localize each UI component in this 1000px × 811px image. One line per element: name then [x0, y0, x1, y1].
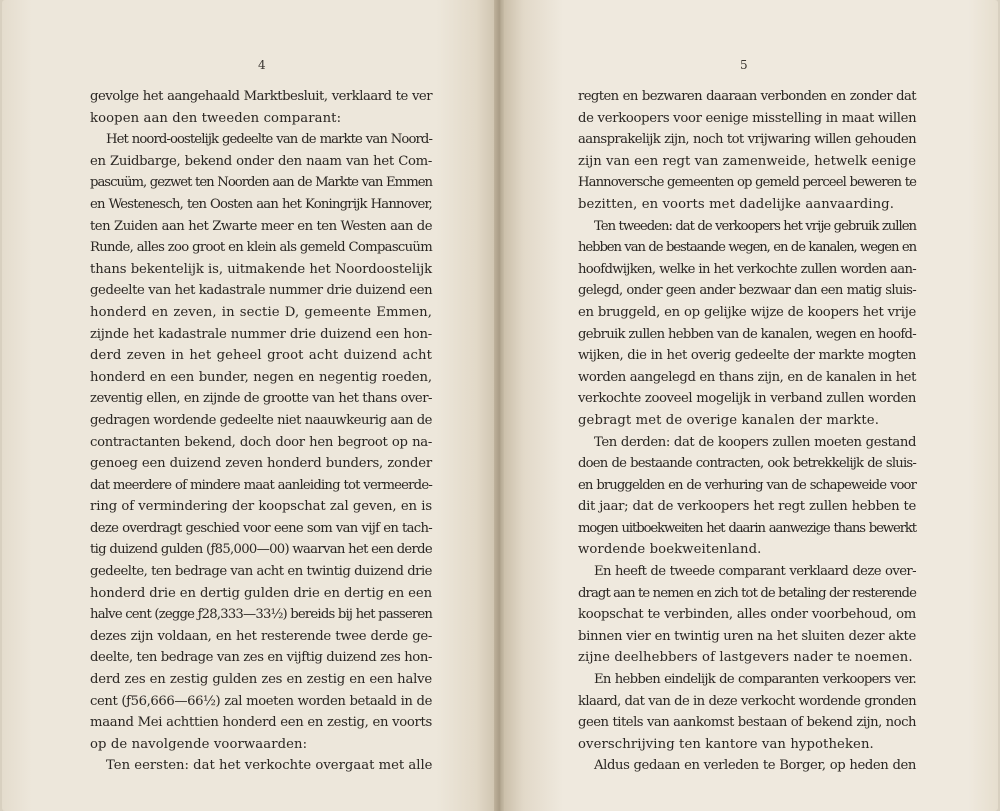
- text-line: en Zuidbarge, bekend onder den naam van het Com-: [90, 153, 432, 169]
- text-line: worden aangelegd en thans zijn, en de kanalen in het: [578, 369, 916, 385]
- text-line: en bruggeld, en op gelijke wijze de koopers het vrije: [578, 304, 916, 320]
- text-line: gebragt met de overige kanalen der markte.: [578, 412, 879, 428]
- text-line: hebben van de bestaande wegen, en de kanalen, wegen en: [578, 240, 916, 256]
- text-line: gedeelte van het kadastrale nummer drie duizend een: [90, 283, 433, 299]
- text-line: zeventig ellen, en zijnde de grootte van het thans over-: [90, 391, 432, 407]
- text-line: deelte, ten bedrage van zes en vijftig duizend zes hon-: [90, 650, 432, 666]
- text-line: en Westenesch, ten Oosten aan het Koningrijk Hannover,: [90, 196, 432, 212]
- text-line: binnen vier en twintig uren na het sluiten dezer akte: [578, 628, 916, 644]
- text-line: dit jaar; dat de verkoopers het regt zullen hebben te: [578, 499, 916, 515]
- text-line: honderd en een bunder, negen en negentig roeden,: [90, 369, 432, 385]
- right-page: [504, 0, 998, 811]
- text-line: koopen aan den tweeden comparant:: [90, 110, 342, 126]
- text-line: En hebben eindelijk de comparanten verkoopers ver.: [594, 672, 916, 688]
- left-page: [2, 0, 496, 811]
- text-line: Ten derden: dat de koopers zullen moeten gestand: [594, 434, 916, 450]
- text-line: genoeg een duizend zeven honderd bunders, zonder: [90, 456, 432, 472]
- text-line: mogen uitboekweiten het daarin aanwezige thans bewerkt: [578, 520, 916, 536]
- text-line: En heeft de tweede comparant verklaard deze over-: [594, 564, 916, 580]
- text-line: halve cent (zegge ƒ28,333—33½) bereids bij het passeren: [90, 607, 433, 623]
- text-line: Ten tweeden: dat de verkoopers het vrije gebruik zullen: [594, 218, 916, 234]
- text-line: Het noord-oostelijk gedeelte van de markte van Noord-: [106, 132, 432, 148]
- text-line: contractanten bekend, doch door hen begroot op na-: [90, 434, 432, 450]
- text-line: gebruik zullen hebben van de kanalen, wegen en hoofd-: [578, 326, 916, 342]
- page-number-left: 4: [258, 58, 266, 72]
- text-line: bezitten, en voorts met dadelijke aanvaarding.: [578, 196, 895, 212]
- text-line: overschrijving ten kantore van hypotheken.: [578, 736, 874, 752]
- text-line: gevolge het aangehaald Marktbesluit, verklaard te ver: [90, 89, 432, 104]
- text-line: Hannoversche gemeenten op gemeld perceel beweren te: [578, 175, 916, 191]
- text-line: hoofdwijken, welke in het verkochte zullen worden aan-: [578, 261, 916, 277]
- text-line: zijnde het kadastrale nummer drie duizend een hon-: [90, 326, 432, 342]
- text-line: gedeelte, ten bedrage van acht en twintig duizend drie: [90, 564, 432, 580]
- text-line: zijne deelhebbers of lastgevers nader te noemen.: [578, 650, 913, 666]
- text-line: dragt aan te nemen en zich tot de betaling der resterende: [578, 585, 916, 601]
- text-line: dat meerdere of mindere maat aanleiding tot vermeerde-: [90, 477, 432, 493]
- text-line: gelegd, onder geen ander bezwaar dan een matig sluis-: [578, 283, 916, 299]
- text-line: geen titels van aankomst bestaan of bekend zijn, noch: [578, 715, 916, 731]
- text-line: honderd en zeven, in sectie D, gemeente Emmen,: [90, 304, 432, 320]
- text-line: doen de bestaande contracten, ook betrekkelijk de sluis-: [578, 456, 916, 472]
- left-page-text: [90, 86, 432, 777]
- text-line: wordende boekweitenland.: [578, 542, 762, 558]
- text-line: deze overdragt geschied voor eene som van vijf en tach-: [90, 520, 432, 536]
- text-line: derd zes en zestig gulden zes en zestig en een halve: [90, 672, 432, 688]
- text-line: pascuüm, gezwet ten Noorden aan de Markte van Emmen: [90, 175, 432, 191]
- page-number-right: 5: [740, 58, 748, 72]
- text-line: Ten eersten: dat het verkochte overgaat met alle: [106, 758, 433, 774]
- text-line: regten en bezwaren daaraan verbonden en zonder dat: [578, 89, 916, 104]
- text-line: ring of vermindering der koopschat zal geven, en is: [90, 499, 432, 515]
- text-line: gedragen wordende gedeelte niet naauwkeurig aan de: [90, 412, 432, 428]
- right-page-text: [578, 86, 916, 777]
- text-line: op de navolgende voorwaarden:: [90, 736, 308, 752]
- text-line: klaard, dat van de in deze verkocht wordende gronden: [578, 693, 916, 709]
- text-line: thans bekentelijk is, uitmakende het Noordoostelijk: [90, 261, 432, 277]
- text-line: Aldus gedaan en verleden te Borger, op heden den: [594, 758, 916, 774]
- text-line: Runde, alles zoo groot en klein als gemeld Compascuüm: [90, 240, 432, 256]
- text-line: ten Zuiden aan het Zwarte meer en ten Westen aan de: [90, 218, 432, 234]
- text-line: honderd drie en dertig gulden drie en dertig en een: [90, 585, 432, 601]
- text-line: zijn van een regt van zamenweide, hetwelk eenige: [578, 153, 916, 169]
- text-line: wijken, die in het overig gedeelte der markte mogten: [578, 348, 916, 364]
- text-line: maand Mei achttien honderd een en zestig, en voorts: [90, 715, 432, 731]
- text-line: aansprakelijk zijn, noch tot vrijwaring willen gehouden: [578, 132, 916, 148]
- text-line: cent (ƒ56,666—66½) zal moeten worden betaald in de: [90, 693, 432, 709]
- text-line: verkochte zooveel mogelijk in verband zullen worden: [578, 391, 916, 407]
- text-line: dezes zijn voldaan, en het resterende twee derde ge-: [90, 628, 432, 644]
- text-line: de verkoopers voor eenige misstelling in maat willen: [578, 110, 917, 126]
- text-line: en bruggelden en de verhuring van de schapeweide voor: [578, 477, 916, 493]
- text-line: derd zeven in het geheel groot acht duizend acht: [90, 348, 432, 364]
- text-line: tig duizend gulden (ƒ85,000—00) waarvan het een derde: [90, 542, 432, 558]
- text-line: koopschat te verbinden, alles onder voorbehoud, om: [578, 607, 916, 623]
